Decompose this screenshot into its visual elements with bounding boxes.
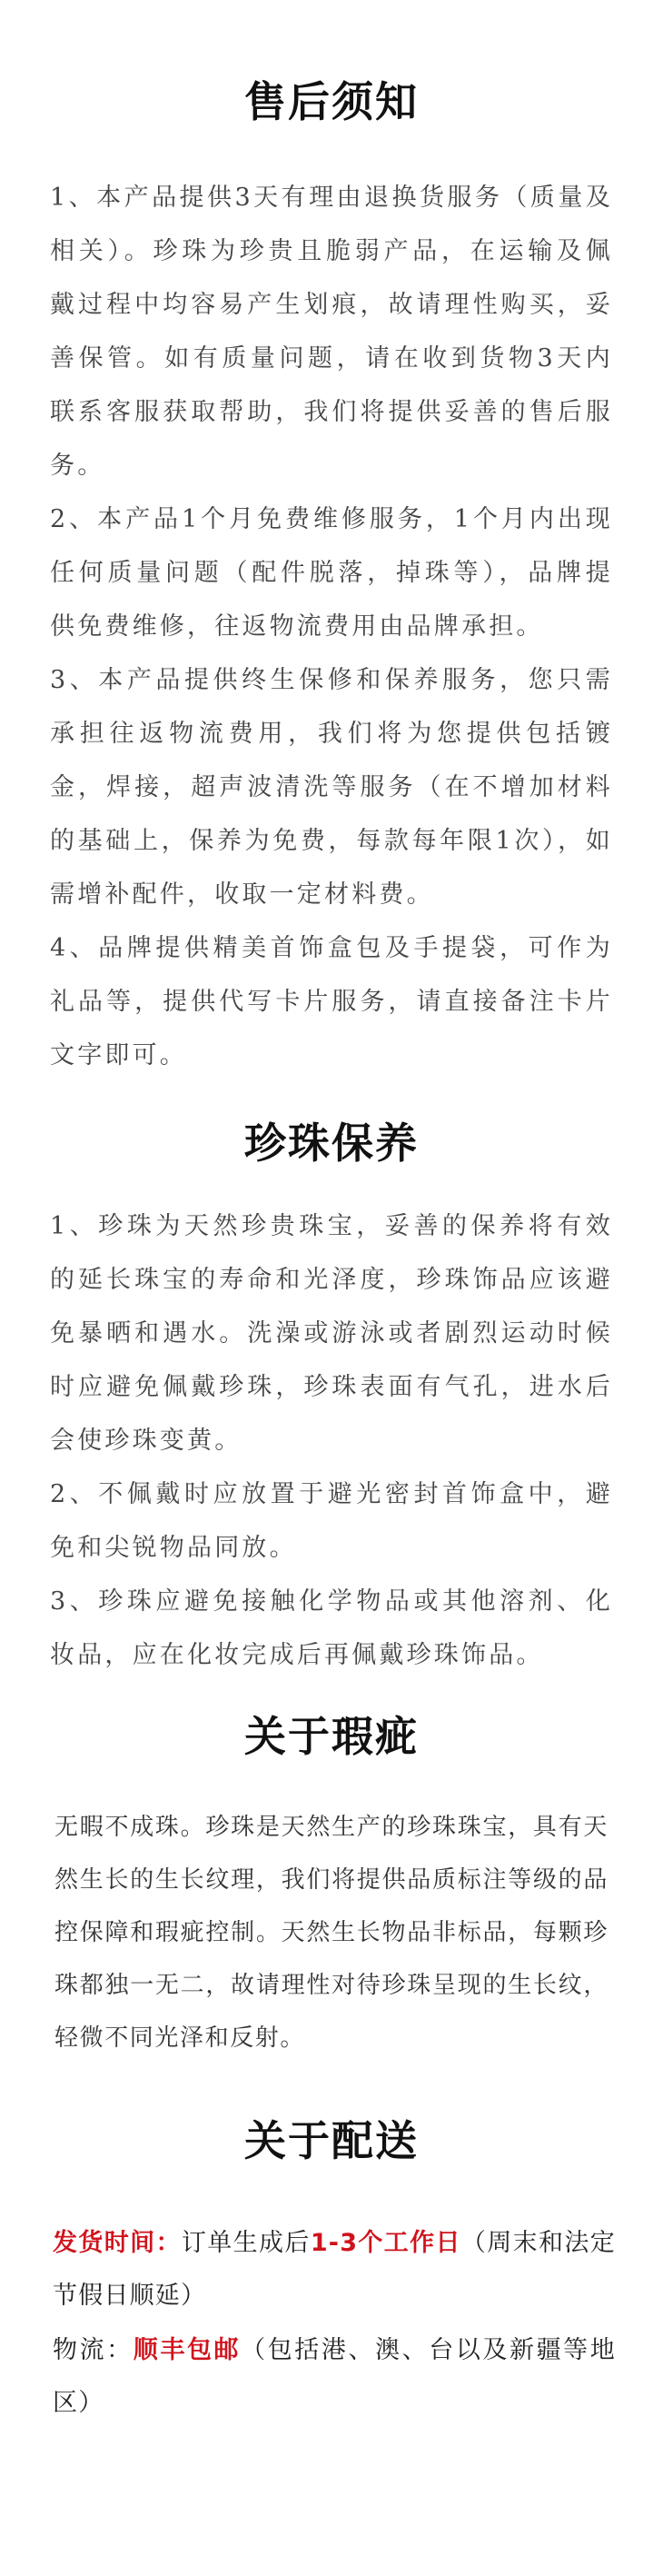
ship-time-label: 发货时间：	[53, 2229, 182, 2257]
care-title: 珍珠保养	[244, 1119, 419, 1168]
blemish-title: 关于瑕疵	[244, 1712, 419, 1761]
logistics-note: （包括港、澳、台以及新疆等地区）	[53, 2336, 616, 2417]
after-sales-item-3: 3、本产品提供终生保修和保养服务，您只需承担往返物流费用，我们将为您提供包括镀金，焊接，超声波清洗等服务（在不增加材料的基础上，保养为免费，每款每年限1次），如需增补配件，收取一定材料费。	[50, 666, 613, 909]
ship-time-note: （周末和法定节假日顺延）	[53, 2229, 617, 2310]
after-sales-item-4: 4、品牌提供精美首饰盒包及手提袋，可作为礼品等，提供代写卡片服务，请直接备注卡片文字即可。	[50, 934, 613, 1069]
ship-time-text: 订单生成后	[181, 2229, 311, 2257]
care-item-3: 3、珍珠应避免接触化学物品或其他溶剂、化妆品，应在化妆完成后再佩戴珍珠饰品。	[50, 1587, 613, 1669]
delivery-logistics	[53, 2324, 616, 2430]
logistics-highlight: 顺丰包邮	[133, 2336, 242, 2364]
blemish-text: 无暇不成珠。珍珠是天然生产的珍珠珠宝，具有天然生长的生长纹理，我们将提供品质标注等级的品控保障和瑕疵控制。天然生长物品非标品，每颗珍珠都独一无二，故请理性对待珍珠呈现的生长纹，轻微不同光泽和反射。	[54, 1814, 609, 2052]
care-item-1: 1、珍珠为天然珍贵珠宝，妥善的保养将有效的延长珠宝的寿命和光泽度，珍珠饰品应该避免暴晒和遇水。洗澡或游泳或者剧烈运动时候时应避免佩戴珍珠，珍珠表面有气孔，进水后会使珍珠变黄。	[50, 1212, 613, 1455]
care-item-2: 2、不佩戴时应放置于避光密封首饰盒中，避免和尖锐物品同放。	[50, 1480, 613, 1562]
delivery-ship-time	[53, 2217, 616, 2322]
after-sales-item-1: 1、本产品提供3天有理由退换货服务（质量及相关）。珍珠为珍贵且脆弱产品，在运输及佩戴过程中均容易产生划痕，故请理性购买，妥善保管。如有质量问题，请在收到货物3天内联系客服获取帮助，我们将提供妥善的售后服务。	[50, 184, 613, 480]
logistics-label: 物流：	[53, 2336, 134, 2364]
delivery-title: 关于配送	[244, 2116, 419, 2165]
after-sales-title: 售后须知	[244, 77, 419, 126]
ship-time-highlight: 1-3个工作日	[310, 2229, 461, 2257]
after-sales-item-2: 2、本产品1个月免费维修服务，1个月内出现任何质量问题（配件脱落，掉珠等），品牌提供免费维修，往返物流费用由品牌承担。	[50, 505, 613, 641]
